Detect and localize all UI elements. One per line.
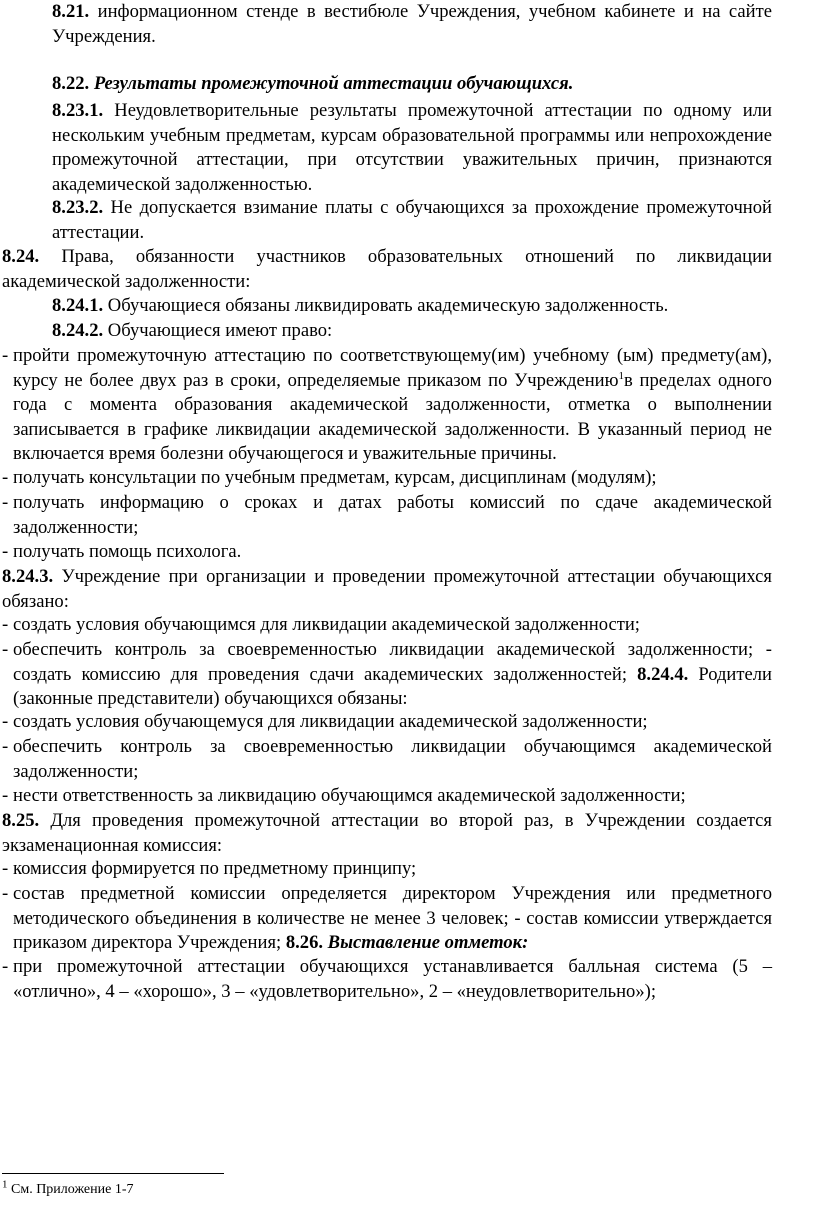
- paragraph-8-23-1: [52, 99, 772, 197]
- bullet-text: комиссия формируется по предметному принципу;: [13, 858, 417, 879]
- bullet-text: получать помощь психолога.: [13, 541, 242, 562]
- clause-number: 8.24.2.: [52, 320, 104, 341]
- bullet-dash: -: [2, 345, 9, 366]
- clause-number: 8.23.2.: [52, 197, 104, 218]
- bullet-item: [2, 491, 772, 540]
- bullet-text: создать условия обучающемуся для ликвидации академической задолженности;: [13, 711, 648, 732]
- bullet-dash: -: [2, 639, 9, 660]
- paragraph-text: информационном стенде в вестибюле Учреждения, учебном кабинете и на сайте Учреждения.: [52, 1, 772, 47]
- bullet-dash: -: [2, 711, 9, 732]
- clause-number: 8.26.: [285, 932, 324, 954]
- bullet-text: пройти промежуточную аттестацию по соответствующему(им) учебному (ым) предмету(ам), курсу не более двух раз в сроки, определяемые приказом по Учреждению: [13, 345, 772, 391]
- clause-number: 8.25.: [2, 810, 40, 831]
- bullet-dash: -: [2, 467, 9, 488]
- paragraph-text: Неудовлетворительные результаты промежуточной аттестации по одному или нескольким учебным предметам, курсам образовательной программы или непрохождение промежуточной аттестации, при отсутствии уважительных причин, признаются академической задолженностью.: [52, 100, 772, 195]
- paragraph-text: Для проведения промежуточной аттестации во второй раз, в Учреждении создается экзаменационная комиссия:: [2, 810, 772, 856]
- clause-number: 8.24.4.: [637, 663, 689, 685]
- paragraph-8-24: [2, 245, 772, 294]
- clause-number: 8.24.1.: [52, 295, 104, 316]
- bullet-item: [2, 540, 772, 565]
- bullet-item: [2, 882, 772, 956]
- bullet-dash: -: [2, 736, 9, 757]
- bullet-item: [2, 466, 772, 491]
- paragraph-8-24-2: [52, 319, 772, 344]
- clause-number: 8.21.: [52, 1, 90, 22]
- paragraph-8-23-2: [52, 196, 772, 245]
- clause-number: 8.24.: [2, 246, 40, 267]
- bullet-item: [2, 710, 772, 735]
- bullet-text: нести ответственность за ликвидацию обучающимся академической задолженности;: [13, 785, 686, 806]
- bullet-item: [2, 638, 772, 712]
- paragraph-text: Не допускается взимание платы с обучающихся за прохождение промежуточной аттестации.: [52, 197, 773, 243]
- bullet-item: [2, 784, 772, 809]
- bullet-dash: -: [2, 956, 9, 977]
- footnote-text: См. Приложение 1-7: [7, 1182, 134, 1197]
- footnote-number: 1: [2, 1178, 8, 1191]
- bullet-item: [2, 955, 772, 1004]
- footnote-marker: 1: [618, 369, 625, 382]
- bullet-text: обеспечить контроль за своевременностью ликвидации академической задолженности; - создать комиссию для проведения сдачи академических задолженностей;: [13, 639, 772, 685]
- bullet-text: состав предметной комиссии определяется директором Учреждения или предметного методического объединения в количестве не менее 3 человек; - состав комиссии утверждается приказом директора Учреждения;: [13, 883, 772, 954]
- bullet-dash: -: [2, 614, 9, 635]
- footnote: [2, 1178, 134, 1199]
- bullet-text: создать условия обучающимся для ликвидации академической задолженности;: [13, 614, 640, 635]
- bullet-text: при промежуточной аттестации обучающихся устанавливается балльная система (5 – «отлично», 4 – «хорошо», 3 – «удовлетворительно», 2 – «неудовлетворительно»);: [13, 956, 772, 1002]
- bullet-dash: -: [2, 785, 9, 806]
- bullet-text-cont: в пределах одного года с момента образования академической задолженности, отметка о выполнении записывается в графике ликвидации академической задолженности. В указанный период не включается время болезни обучающегося и уважительные причины.: [13, 369, 772, 465]
- bullet-item: [2, 735, 772, 784]
- paragraph-8-21: [52, 0, 772, 49]
- clause-number: 8.23.1.: [52, 100, 104, 121]
- paragraph-text: Обучающиеся имеют право:: [107, 320, 333, 341]
- bullet-text: получать информацию о сроках и датах работы комиссий по сдаче академической задолженности;: [13, 492, 772, 538]
- paragraph-text: Учреждение при организации и проведении промежуточной аттестации обучающихся обязано:: [2, 566, 772, 612]
- paragraph-8-24-3: [2, 565, 772, 614]
- bullet-text-cont: Родители (законные представители) обучающихся обязаны:: [13, 663, 772, 710]
- bullet-dash: -: [2, 541, 9, 562]
- bullet-text: обеспечить контроль за своевременностью ликвидации обучающимся академической задолженности;: [13, 736, 772, 782]
- bullet-text: получать консультации по учебным предметам, курсам, дисциплинам (модулям);: [13, 467, 657, 488]
- paragraph-text: Обучающиеся обязаны ликвидировать академическую задолженность.: [107, 295, 669, 316]
- bullet-item: [2, 857, 772, 882]
- bullet-dash: -: [2, 492, 9, 513]
- clause-number: 8.24.3.: [2, 566, 54, 587]
- paragraph-8-25: [2, 809, 772, 858]
- paragraph-8-22: [52, 72, 772, 97]
- bullet-item: [2, 613, 772, 638]
- section-title: Результаты промежуточной аттестации обучающихся.: [93, 73, 574, 94]
- clause-number: 8.22.: [52, 73, 90, 94]
- bullet-dash: -: [2, 858, 9, 879]
- bullet-item: [2, 344, 772, 467]
- paragraph-8-24-1: [52, 294, 772, 319]
- paragraph-text: Права, обязанности участников образовательных отношений по ликвидации академической задолженности:: [2, 246, 772, 292]
- bullet-dash: -: [2, 883, 9, 904]
- section-title: Выставление отметок:: [327, 932, 529, 954]
- footnote-separator: [2, 1173, 224, 1174]
